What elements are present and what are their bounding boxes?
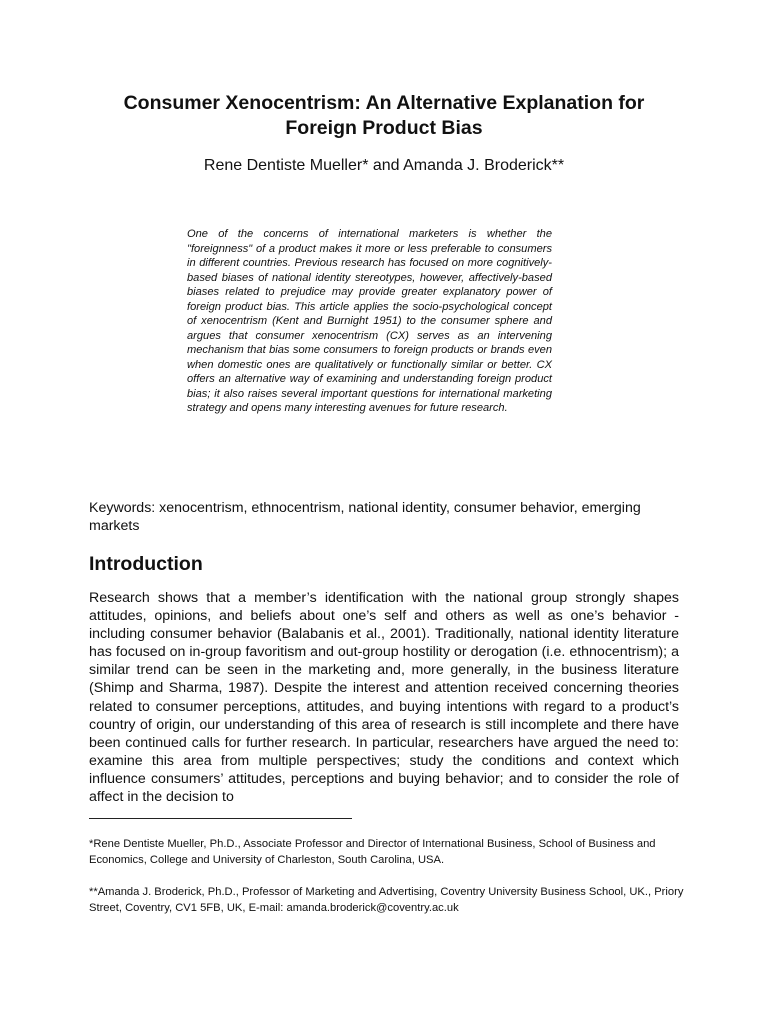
footnote-divider bbox=[89, 818, 352, 819]
author-line: Rene Dentiste Mueller* and Amanda J. Broderick** bbox=[203, 157, 565, 174]
keywords: Keywords: xenocentrism, ethnocentrism, national identity, consumer behavior, emerging markets bbox=[89, 500, 641, 534]
footnote-author-2: **Amanda J. Broderick, Ph.D., Professor of Marketing and Advertising, Coventry University Business School, UK., Priory Street, Coventry, CV1 5FB, UK, E-mail: amanda.broderick@coventry.ac.uk bbox=[89, 886, 684, 914]
footnote-author-1: *Rene Dentiste Mueller, Ph.D., Associate Professor and Director of International Business, School of Business and Economics, College and University of Charleston, South Carolina, USA. bbox=[89, 838, 656, 866]
section-heading-introduction: Introduction bbox=[89, 553, 203, 575]
paper-title-line-1: Consumer Xenocentrism: An Alternative Explanation for bbox=[123, 92, 645, 114]
paper-title bbox=[60, 91, 708, 141]
introduction-paragraph: Research shows that a member’s identification with the national group strongly shapes attitudes, opinions, and beliefs about one’s self and others as well as one’s behavior - including consumer behavior (Balabanis et al., 2001). Traditionally, national identity literature has focused on in-group favoritism and out-group hostility or derogation (i.e. ethnocentrism); a similar trend can be seen in the marketing and, more generally, in the business literature (Shimp and Sharma, 1987). Despite the interest and attention received concerning theories related to consumer perceptions, attitudes, and buying intentions with regard to a product’s country of origin, our understanding of this area of research is still incomplete and there have been continued calls for further research. In particular, researchers have argued the need to: examine this area from multiple perspectives; study the conditions and context which influence consumers’ attitudes, perceptions and buying behavior; and to consider the role of affect in the decision to bbox=[89, 590, 679, 806]
abstract: One of the concerns of international marketers is whether the "foreignness" of a product makes it more or less preferable to consumers in different countries. Previous research has focused on more cognitively-based biases of national identity stereotypes, however, affectively-based biases related to prejudice may provide greater explanatory power of foreign product bias. This article applies the socio-psychological concept of xenocentrism (Kent and Burnight 1951) to the consumer sphere and argues that consumer xenocentrism (CX) serves as an intervening mechanism that bias some consumers to foreign products or brands even when domestic ones are qualitatively or functionally similar or better. CX offers an alternative way of examining and understanding foreign product bias; it also raises several important questions for international marketing strategy and opens many interesting avenues for future research. bbox=[187, 228, 552, 414]
paper-title-line-2: Foreign Product Bias bbox=[285, 117, 483, 139]
